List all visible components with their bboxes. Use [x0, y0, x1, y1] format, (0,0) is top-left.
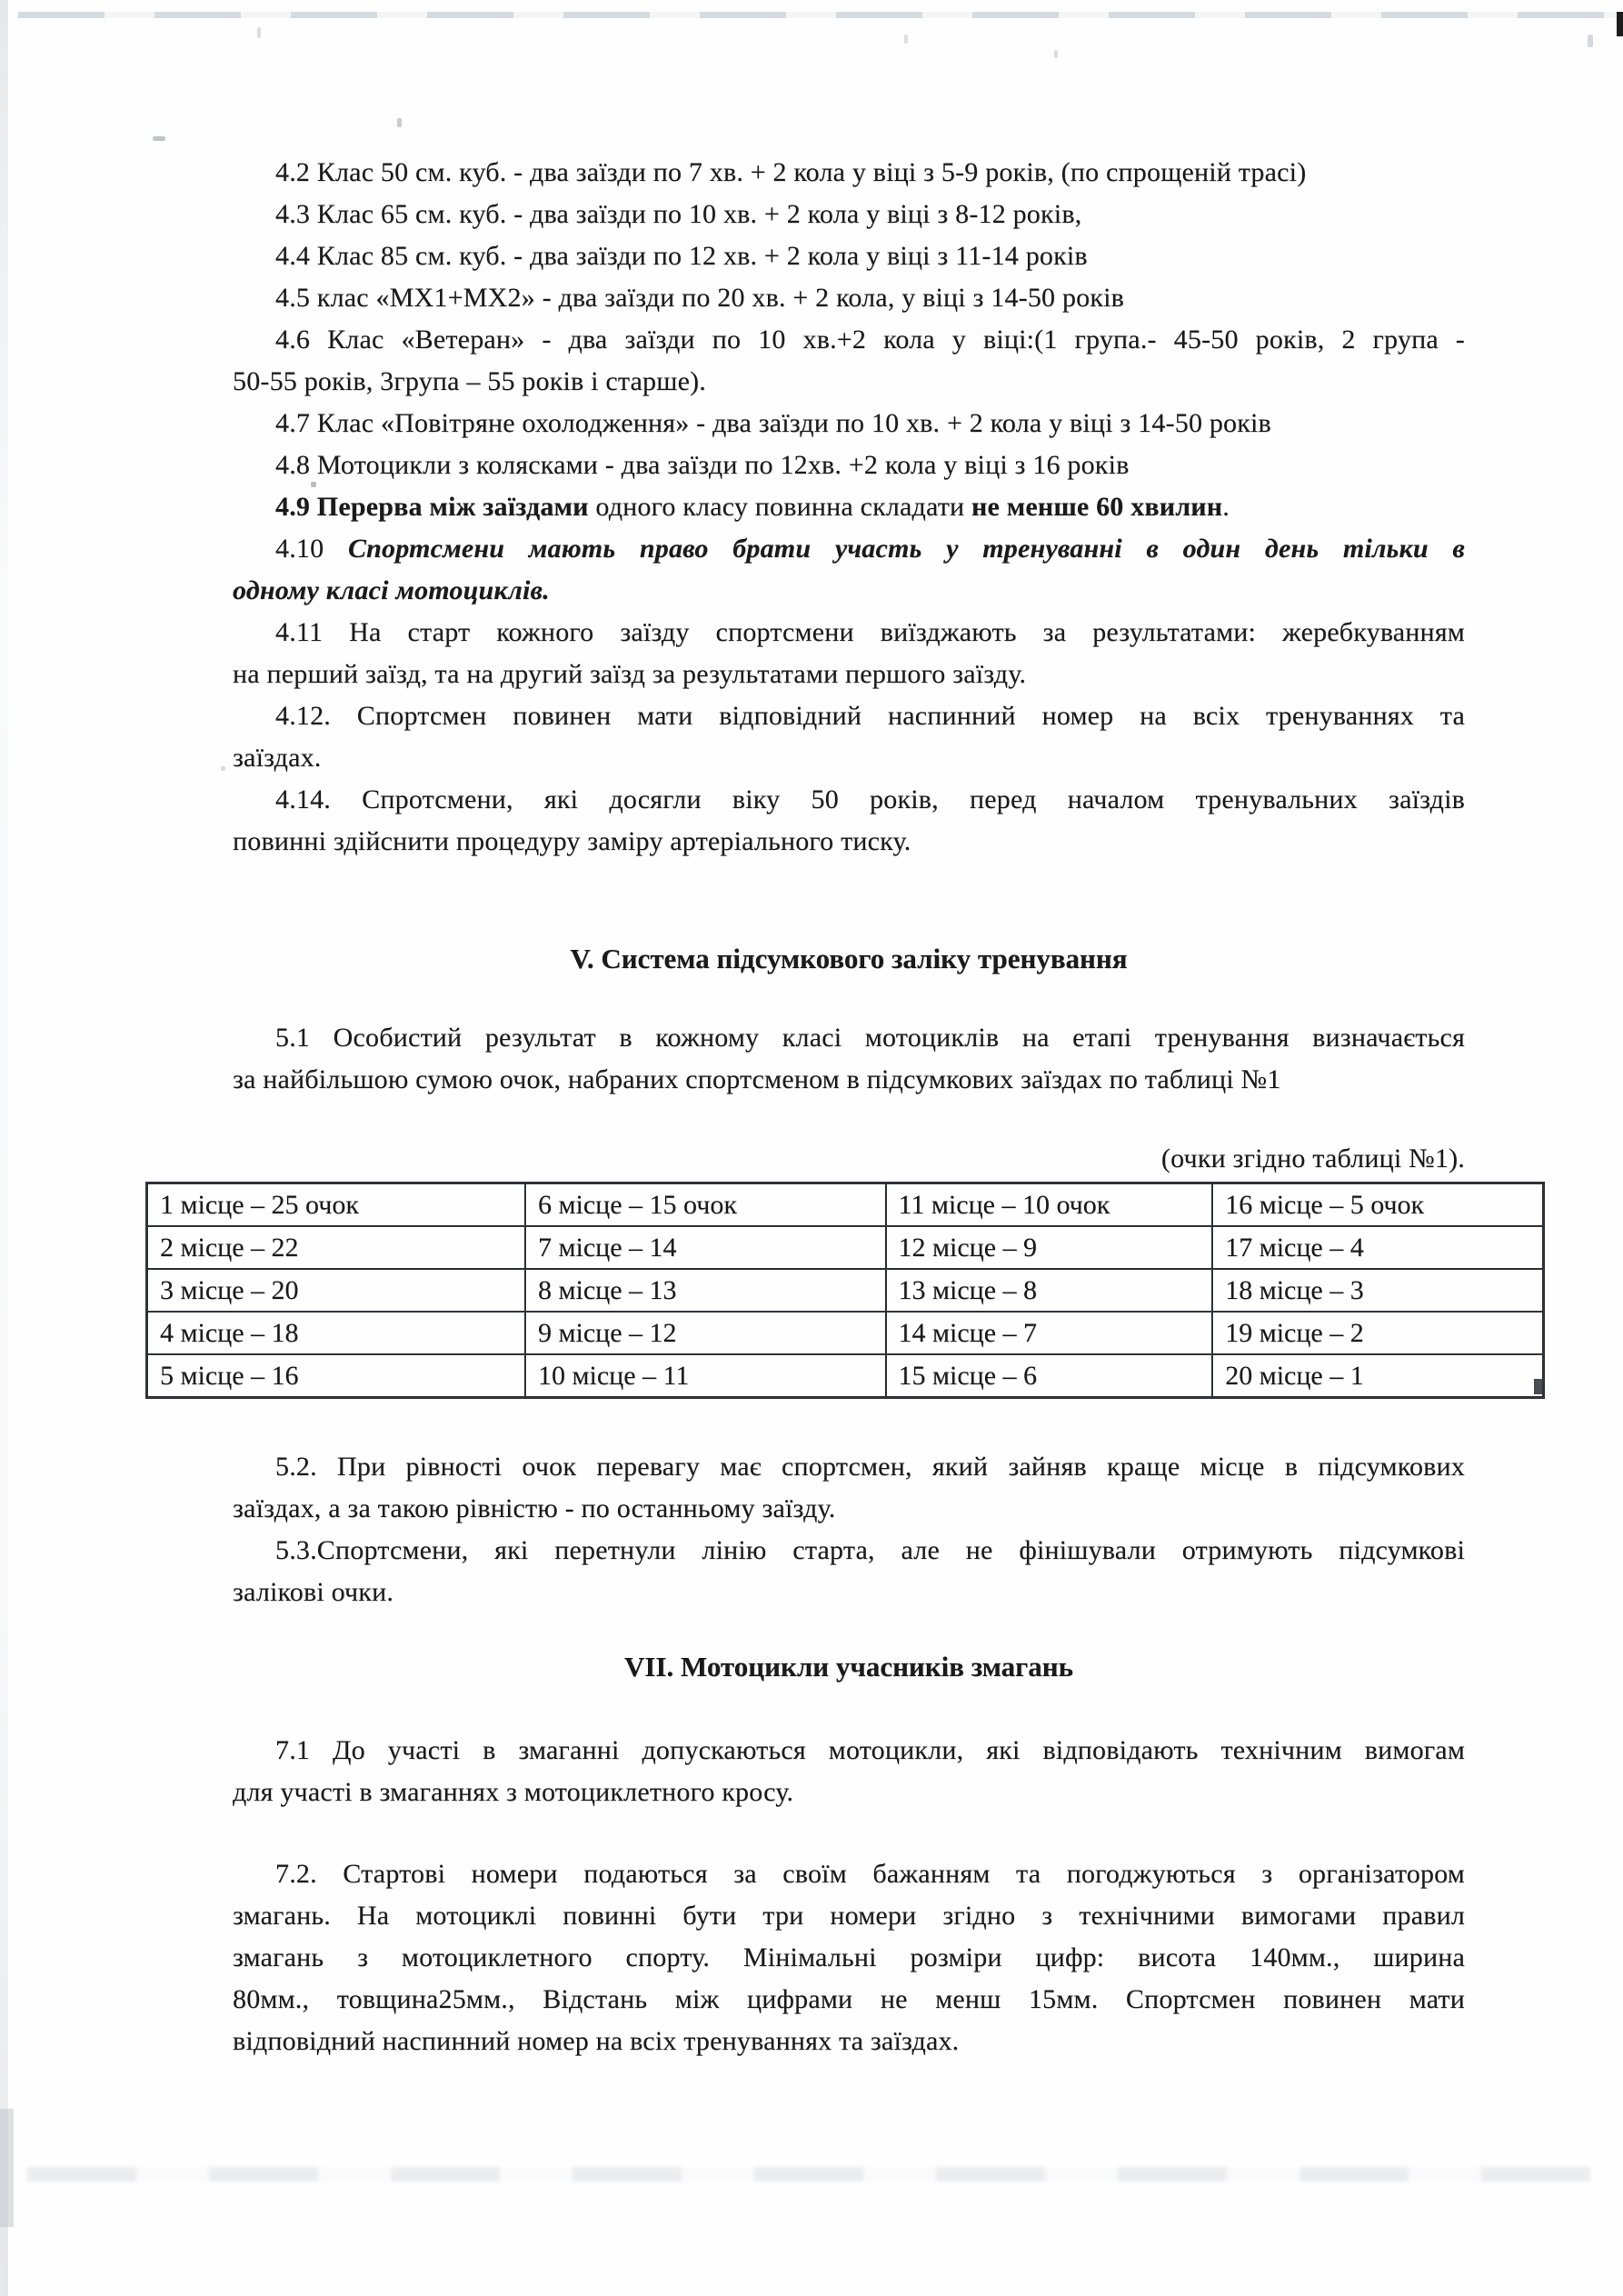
rule-4-9-bold-tail: не менше 60 хвилин [971, 492, 1223, 522]
points-cell: 2 місце – 22 [147, 1226, 526, 1269]
points-cell: 7 місце – 14 [525, 1226, 886, 1269]
rule-5-3-line1: 5.3.Спортсмени, які перетнули лінію старта, але не фінішували отримують підсумкові [275, 1535, 1465, 1565]
rule-4-10-line2 [233, 570, 1465, 612]
points-cell: 16 місце – 5 очок [1212, 1183, 1543, 1227]
points-cell: 12 місце – 9 [886, 1226, 1213, 1269]
rule-4-11-line2: на перший заїзд, та на другий заїзд за результатами першого заїзду. [233, 659, 1027, 689]
points-table-row [147, 1226, 1544, 1269]
rule-4-10-italic1: Спортсмени мають право брати участь у тренуванні в один день тільки в [347, 534, 1465, 564]
rule-4-2: 4.2 Клас 50 см. куб. - два заїзди по 7 хв. + 2 кола у віці з 5-9 років, (по спрощеній трасі) [275, 157, 1307, 187]
rule-7-2-line1: 7.2. Стартові номери подаються за своїм бажанням та погоджуються з організатором [275, 1859, 1465, 1889]
rule-4-10-number: 4.10 [275, 534, 348, 564]
rule-5-3-line2: залікові очки. [233, 1577, 394, 1607]
rule-4-14-line1: 4.14. Спротсмени, які досягли віку 50 років, перед началом тренувальних заїздів [275, 784, 1465, 814]
rule-4-12-line2: заїздах. [233, 743, 322, 773]
scan-artifact-left-edge [0, 0, 8, 2296]
points-cell: 19 місце – 2 [1212, 1312, 1543, 1354]
rule-5-2-line1: 5.2. При рівності очок перевагу має спортсмен, який зайняв краще місце в підсумкових [275, 1452, 1465, 1482]
rule-4-11-line1: 4.11 На старт кожного заїзду спортсмени виїзджають за результатами: жеребкуванням [275, 617, 1465, 647]
scan-artifact-top-band [18, 12, 1623, 18]
scan-artifact-top-right-mark [1617, 12, 1623, 36]
points-cell: 1 місце – 25 очок [147, 1183, 526, 1227]
points-cell: 13 місце – 8 [886, 1269, 1213, 1312]
rule-4-7: 4.7 Клас «Повітряне охолодження» - два заїзди по 10 хв. + 2 кола у віці з 14-50 років [275, 408, 1271, 438]
points-cell: 4 місце – 18 [147, 1312, 526, 1354]
rule-4-9-period: . [1222, 492, 1230, 522]
points-table [145, 1182, 1545, 1399]
points-cell: 6 місце – 15 очок [525, 1183, 886, 1227]
scan-artifact-bottom-band [27, 2167, 1590, 2181]
rule-4-9 [233, 486, 1465, 528]
rule-7-1-line2: для участі в змаганнях з мотоциклетного кросу. [233, 1777, 794, 1807]
rule-5-1-line1: 5.1 Особистий результат в кожному класі мотоциклів на етапі тренування визначається [275, 1023, 1465, 1053]
points-cell: 15 місце – 6 [886, 1354, 1213, 1398]
rule-4-3: 4.3 Клас 65 см. куб. - два заїзди по 10 хв. + 2 кола у віці з 8-12 років, [275, 199, 1082, 229]
rule-4-4: 4.4 Клас 85 см. куб. - два заїзди по 12 хв. + 2 кола у віці з 11-14 років [275, 241, 1088, 271]
rule-7-1-line1: 7.1 До участі в змаганні допускаються мотоцикли, які відповідають технічним вимогам [275, 1735, 1465, 1765]
points-table-row [147, 1269, 1544, 1312]
rule-4-8: 4.8 Мотоцикли з колясками - два заїзди по 12хв. +2 кола у віці з 16 років [275, 450, 1130, 480]
points-cell: 9 місце – 12 [525, 1312, 886, 1354]
rule-4-12-line1: 4.12. Спортсмен повинен мати відповідний наспинний номер на всіх тренуваннях та [275, 701, 1465, 731]
points-cell: 20 місце – 1 [1212, 1354, 1543, 1398]
points-cell: 11 місце – 10 очок [886, 1183, 1213, 1227]
scan-speck [904, 35, 908, 44]
rule-7-2-line3: змагань з мотоциклетного спорту. Мінімальні розміри цифр: висота 140мм., ширина [233, 1942, 1465, 1972]
rule-4-5: 4.5 клас «МХ1+МХ2» - два заїзди по 20 хв. + 2 кола, у віці з 14-50 років [275, 283, 1125, 313]
scan-speck [1588, 35, 1593, 47]
rule-4-10-italic2: одному класі мотоциклів. [233, 575, 550, 605]
rule-4-9-mid: одного класу повинна складати [588, 492, 972, 522]
rule-4-9-bold-lead: 4.9 Перерва між заїздами [275, 492, 589, 522]
points-cell: 14 місце – 7 [886, 1312, 1213, 1354]
rule-4-6-line1: 4.6 Клас «Ветеран» - два заїзди по 10 хв.+2 кола у віці:(1 група.- 45-50 років, 2 група - [275, 324, 1465, 354]
rule-7-2-line4: 80мм., товщина25мм., Відстань між цифрами не менш 15мм. Спортсмен повинен мати [233, 1984, 1465, 2014]
scan-speck [1054, 50, 1058, 58]
points-table-wrapper [145, 1182, 1545, 1399]
rule-5-1-line2: за найбільшою сумою очок, набраних спортсменом в підсумкових заїздах по таблиці №1 [233, 1064, 1281, 1094]
scan-artifact-bottom-left [0, 2109, 14, 2227]
points-table-note: (очки згідно таблиці №1). [1160, 1143, 1465, 1173]
points-table-row [147, 1312, 1544, 1354]
points-cell: 8 місце – 13 [525, 1269, 886, 1312]
rule-7-2-line5: відповідний наспинний номер на всіх тренуваннях та заїздах. [233, 2026, 960, 2056]
scan-speck [221, 766, 225, 771]
points-cell: 5 місце – 16 [147, 1354, 526, 1398]
points-table-row [147, 1183, 1544, 1227]
points-table-row [147, 1354, 1544, 1398]
rule-4-6-line2: 50-55 років, 3група – 55 років і старше). [233, 366, 706, 396]
points-cell: 18 місце – 3 [1212, 1269, 1543, 1312]
rule-4-14-line2: повинні здійснити процедуру заміру артеріального тиску. [233, 826, 911, 856]
rule-4-10-line1 [233, 528, 1465, 570]
points-cell: 17 місце – 4 [1212, 1226, 1543, 1269]
section-5-heading: V. Система підсумкового заліку тренування [570, 943, 1128, 974]
document-content [160, 152, 1465, 2062]
points-cell: 10 місце – 11 [525, 1354, 886, 1398]
section-7-heading: VII. Мотоцикли учасників змагань [623, 1651, 1074, 1682]
rule-7-2-line2: змагань. На мотоциклі повинні бути три номери згідно з технічними вимогами правил [233, 1901, 1465, 1931]
scan-speck [257, 27, 261, 38]
rule-5-2-line2: заїздах, а за такою рівністю - по останньому заїзду. [233, 1493, 836, 1523]
scan-speck [397, 118, 402, 127]
points-cell: 3 місце – 20 [147, 1269, 526, 1312]
scan-speck [153, 136, 165, 141]
